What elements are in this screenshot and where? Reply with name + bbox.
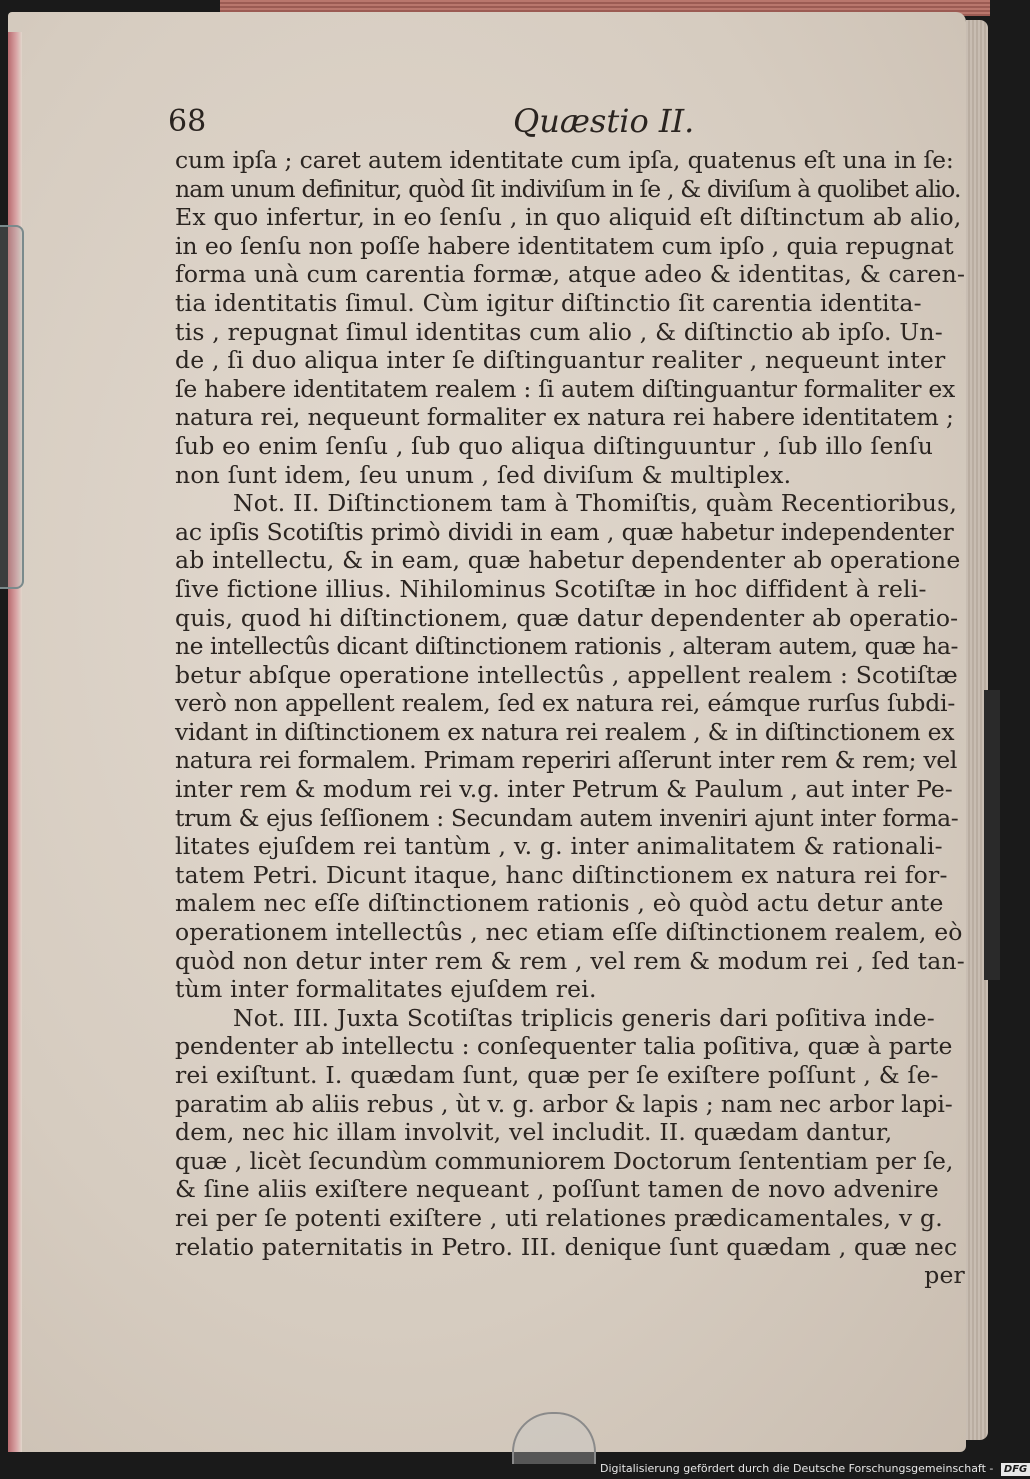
text-line: malem nec eſſe diſtinctionem rationis , eò quòd actu detur ante: [175, 889, 944, 918]
text-line: ac ipſis Scotiſtis primò dividi in eam , quæ habetur independenter: [175, 517, 954, 546]
text-line: ſe habere identitatem realem : ſi autem diſtinguantur formaliter ex: [175, 374, 956, 403]
text-line: Not. III. Juxta Scotiſtas triplicis generis dari poſitiva inde-: [233, 1003, 935, 1032]
text-line: per: [924, 1261, 965, 1290]
text-line: & ſine aliis exiſtere nequeant , poſſunt tamen de novo advenire: [175, 1175, 939, 1204]
text-line: tia identitatis ſimul. Cùm igitur diſtinctio ſit carentia identita-: [175, 288, 922, 317]
credit-text: Digitalisierung gefördert durch die Deutsche Forschungsgemeinschaft -: [600, 1462, 994, 1475]
text-line: quæ , licèt ſecundùm communiorem Doctorum ſententiam per ſe,: [175, 1146, 954, 1175]
text-line: verò non appellent realem, ſed ex natura rei, eámque rurſus ſubdi-: [175, 689, 956, 718]
page-number: 68: [168, 104, 207, 139]
text-line: non ſunt idem, ſeu unum , ſed diviſum & multiplex.: [175, 460, 792, 489]
text-line: nam unum definitur, quòd ſit indiviſum in ſe , & diviſum à quolibet alio.: [175, 174, 961, 203]
text-line: rei exiſtunt. I. quædam ſunt, quæ per ſe exiſtere poſſunt , & ſe-: [175, 1061, 939, 1089]
running-title: Quæstio II.: [513, 102, 695, 140]
text-line: in eo ſenſu non poſſe habere identitatem cum ipſo , quia repugnat: [175, 231, 954, 260]
text-line: operationem intellectûs , nec etiam eſſe diſtinctionem realem, eò: [175, 918, 963, 947]
text-line: quòd non detur inter rem & rem , vel rem & modum rei , ſed tan-: [175, 946, 965, 975]
text-line: forma unà cum carentia formæ, atque adeo & identitas, & caren-: [175, 260, 966, 289]
text-line: ſub eo enim ſenſu , ſub quo aliqua diſtinguuntur , ſub illo ſenſu: [175, 431, 934, 460]
text-line: pendenter ab intellectu : conſequenter talia poſitiva, quæ à parte: [175, 1032, 953, 1061]
text-line: inter rem & modum rei v.g. inter Petrum & Paulum , aut inter Pe-: [175, 775, 953, 804]
text-line: ſive fictione illius. Nihilominus Scotiſtæ in hoc diffident à reli-: [175, 574, 927, 603]
text-line: tùm inter formalitates ejuſdem rei.: [175, 975, 597, 1004]
text-line: natura rei formalem. Primam reperiri aſſerunt inter rem & rem; vel: [175, 746, 958, 775]
text-line: cum ipſa ; caret autem identitate cum ipſa, quatenus eſt una in ſe:: [175, 146, 954, 174]
text-line: tatem Petri. Dicunt itaque, hanc diſtinctionem ex natura rei for-: [175, 860, 948, 889]
text-line: trum & ejus ſeſſionem : Secundam autem inveniri ajunt inter forma-: [175, 803, 959, 832]
text-line: relatio paternitatis in Petro. III. denique ſunt quædam , quæ nec: [175, 1232, 958, 1261]
text-line: betur abſque operatione intellectûs , appellent realem : Scotiſtæ: [175, 660, 958, 689]
text-line: de , ſi duo aliqua inter ſe diſtinguantur realiter , nequeunt inter: [175, 346, 946, 375]
scan-shadow: [984, 690, 1000, 980]
text-line: dem, nec hic illam involvit, vel includit. II. quædam dantur,: [175, 1118, 893, 1147]
text-line: paratim ab aliis rebus , ùt v. g. arbor & lapis ; nam nec arbor lapi-: [175, 1089, 953, 1118]
text-line: Ex quo infertur, in eo ſenſu , in quo aliquid eſt diſtinctum ab alio,: [175, 203, 962, 232]
footer-credit: [600, 1458, 1028, 1479]
dfg-logo: DFG: [1001, 1463, 1030, 1476]
text-line: vidant in diſtinctionem ex natura rei realem , & in diſtinctionem ex: [175, 717, 955, 746]
clasp: [0, 225, 24, 589]
body-text: [175, 146, 965, 1290]
text-line: quis, quod hi diſtinctionem, quæ datur dependenter ab operatio-: [175, 603, 959, 632]
text-line: litates ejuſdem rei tantùm , v. g. inter animalitatem & rationali-: [175, 832, 943, 861]
text-line: rei per ſe potenti exiſtere , uti relationes prædicamentales, v g.: [175, 1203, 943, 1232]
text-line: Not. II. Diſtinctionem tam à Thomiſtis, quàm Recentioribus,: [233, 489, 958, 518]
text-line: ab intellectu, & in eam, quæ habetur dependenter ab operatione: [175, 546, 961, 575]
page-header: [168, 100, 948, 144]
text-line: ne intellectûs dicant diſtinctionem rationis , alteram autem, quæ ha-: [175, 632, 958, 661]
text-line: natura rei, nequeunt formaliter ex natura rei habere identitatem ;: [175, 403, 954, 432]
text-line: tis , repugnat ſimul identitas cum alio , & diſtinctio ab ipſo. Un-: [175, 317, 943, 346]
